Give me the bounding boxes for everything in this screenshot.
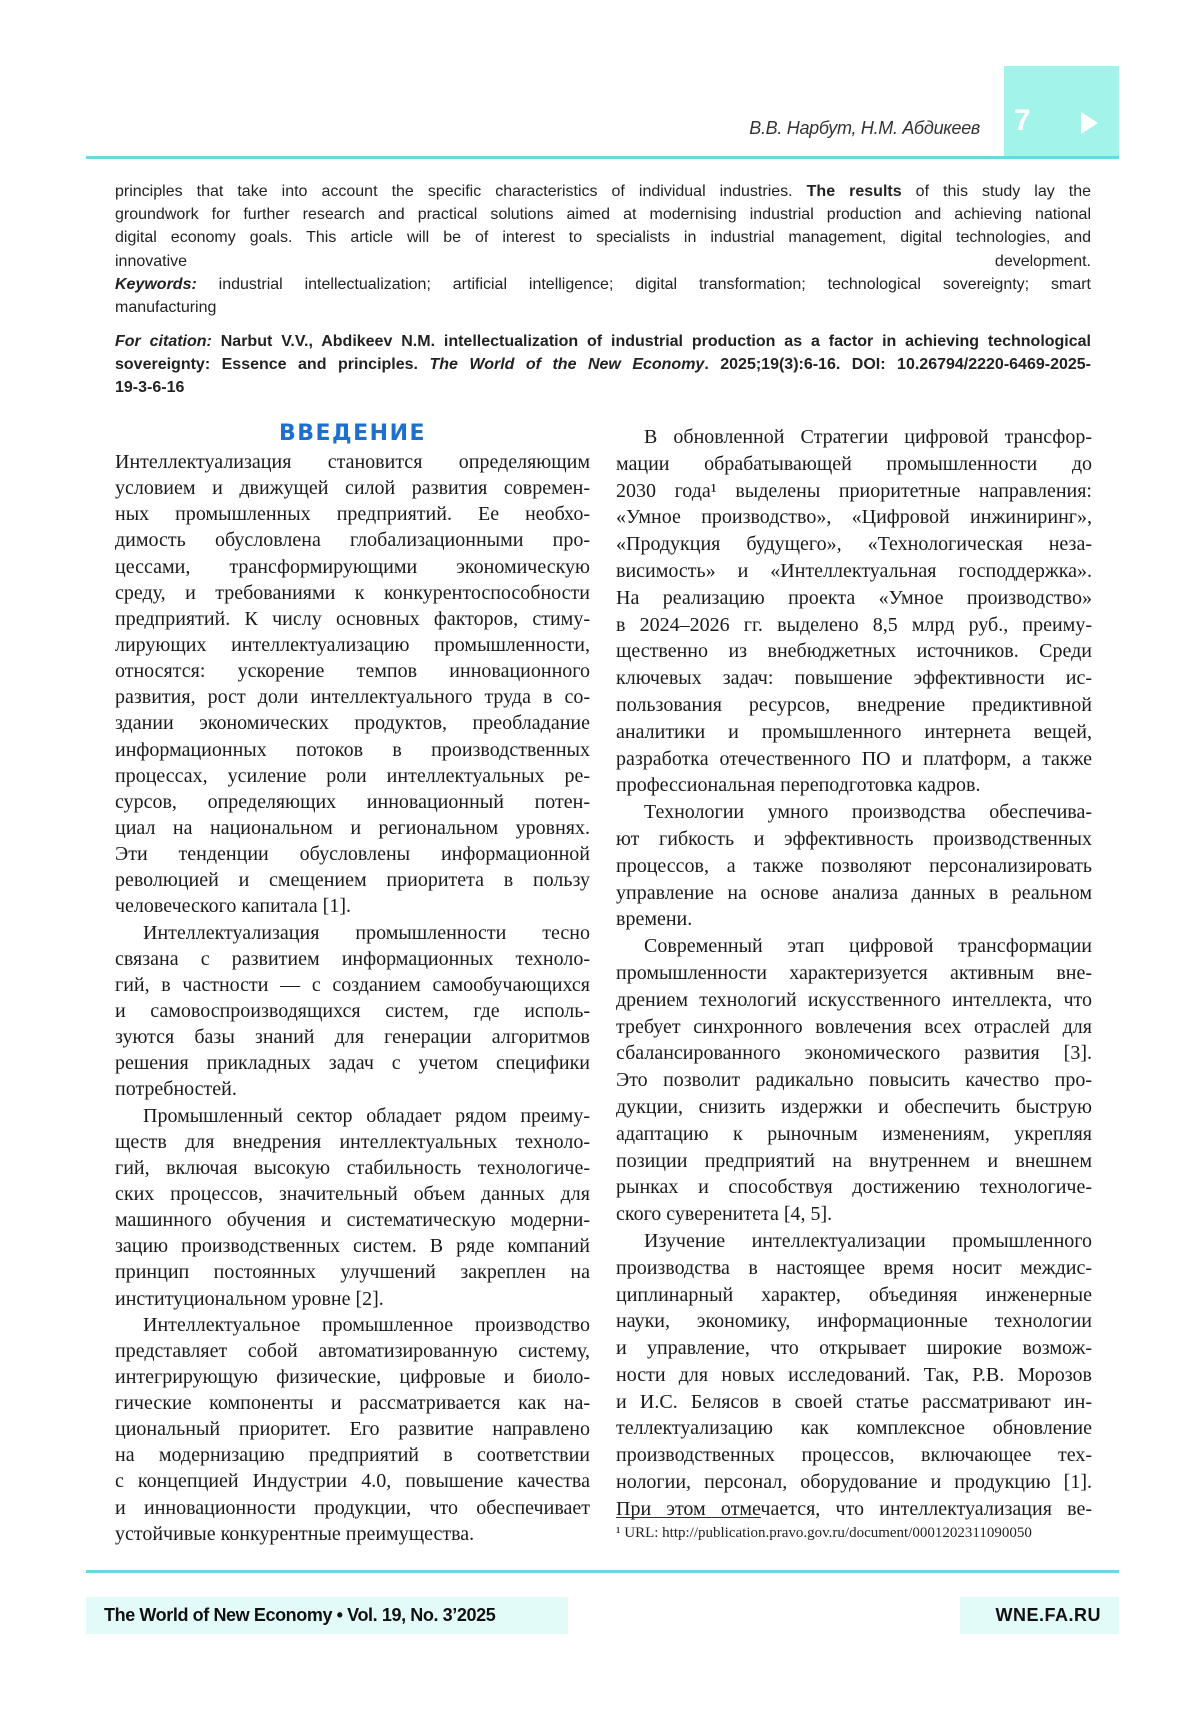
text-line: ных промышленных предприятий. Ее необхо- [115,501,590,527]
text-line: Это позволит радикально повысить качество про- [616,1067,1092,1094]
text-line: производства в настоящее время носит междис- [616,1255,1092,1282]
text-line: циал на национальном и региональном уровнях. [115,815,590,841]
text-line: относятся: ускорение темпов инновационного [115,658,590,684]
text-line: 2030 года¹ выделены приоритетные направления: [616,478,1092,505]
text-line: аналитики и промышленного интернета вещей, [616,719,1092,746]
text-line: гические компоненты и рассматривается как на- [115,1390,590,1416]
text-line [115,273,1091,296]
text-line: ключевых задач: повышение эффективности ис- [616,665,1092,692]
text-line: ществ для внедрения интеллектуальных техноло- [115,1129,590,1155]
text-span: The World of the New Economy [429,356,704,373]
paragraph [616,424,1092,799]
text-line: процессах, усиление роли интеллектуальных ре- [115,763,590,789]
text-line: нологии, персонал, оборудование и продукцию [1]. [616,1469,1092,1496]
footer-divider [86,1570,1119,1573]
text-line: принцип постоянных улучшений закреплен на [115,1259,590,1285]
text-line: Промышленный сектор обладает рядом преиму- [115,1103,590,1129]
text-line: ских процессов, значительный объем данных для [115,1181,590,1207]
running-header-authors: В.В. Нарбут, Н.М. Абдикеев [749,118,980,139]
text-line: ности для новых исследований. Так, Р.В. Морозов [616,1362,1092,1389]
text-line: гий, включая высокую стабильность технологиче- [115,1155,590,1181]
paragraph [115,920,590,1103]
text-line: На реализацию проекта «Умное производство» [616,585,1092,612]
text-line: сурсов, определяющих инновационный потен- [115,789,590,815]
text-line: управление на основе анализа данных в реальном [616,880,1092,907]
text-line: устойчивые конкурентные преимущества. [115,1521,590,1547]
text-line: циональный приоритет. Его развитие направлено [115,1416,590,1442]
text-line: мации обрабатывающей промышленности до [616,451,1092,478]
page-number: 7 [1014,104,1031,138]
text-span: The results [807,183,902,200]
text-line: сбалансированного экономического развития [3]. [616,1040,1092,1067]
text-line: адаптацию к рыночным изменениям, укрепляя [616,1121,1092,1148]
text-span: principles that take into account the specific characteristics of individual industries. [115,183,807,200]
text-line: висимость» и «Интеллектуальная господдержка». [616,558,1092,585]
paragraph [115,1103,590,1312]
text-line: в 2024–2026 гг. выделено 8,5 млрд руб., преиму- [616,612,1092,639]
text-line: «Продукция будущего», «Технологическая неза- [616,531,1092,558]
text-line: и самовоспроизводящихся систем, где исполь- [115,998,590,1024]
footnote: ¹ URL: http://publication.pravo.gov.ru/document/0001202311090050 [616,1525,1032,1542]
text-line: дрением технологий искусственного интеллекта, что [616,987,1092,1014]
text-line: связана с развитием информационных техноло- [115,946,590,972]
text-line [115,296,1091,319]
citation-block [115,330,1091,400]
text-line [115,180,1091,203]
text-line: дукции, снизить издержки и обеспечить быструю [616,1094,1092,1121]
text-line: развития, рост доли интеллектуального труда в со- [115,684,590,710]
paragraph [616,1228,1092,1523]
footer-journal: The World of New Economy • Vol. 19, No. 3’2025 [104,1605,495,1626]
text-line: теллектуализацию как комплексное обновление [616,1415,1092,1442]
text-line: Интеллектуальное промышленное производство [115,1312,590,1338]
text-line: рынках и способствуя достижению технологиче- [616,1174,1092,1201]
text-line: революцией и смещением приоритета в пользу [115,867,590,893]
abstract-text [115,180,1091,319]
text-span: of this study lay the [902,183,1091,200]
text-line: Эти тенденции обусловлены информационной [115,841,590,867]
text-line [115,226,1091,249]
paragraph [616,799,1092,933]
text-span: . 2025;19(3):6-16. DOI: 10.26794/2220-6469-2025- [704,356,1091,373]
text-line: ского суверенитета [4, 5]. [616,1201,1092,1228]
text-span: groundwork for further research and practical solutions aimed at modernising industrial production and achieving national [115,206,1091,223]
section-heading: ВВЕДЕНИЕ [115,421,590,446]
text-line: требует синхронного вовлечения всех отраслей для [616,1014,1092,1041]
text-line [115,330,1091,353]
text-line: науки, экономику, информационные технологии [616,1308,1092,1335]
text-line: гий, в частности — с созданием самообучающихся [115,972,590,998]
text-line: предприятий. К числу основных факторов, стиму- [115,606,590,632]
text-line: циплинарный характер, объединяя инженерные [616,1282,1092,1309]
footer-site-link[interactable]: WNE.FA.RU [996,1605,1102,1626]
text-line: разработка отечественного ПО и платформ, а также [616,746,1092,773]
text-line: зацию производственных систем. В ряде компаний [115,1233,590,1259]
text-span: Keywords: [115,276,197,293]
text-line: В обновленной Стратегии цифровой трансфор- [616,424,1092,451]
text-line: промышленности характеризуется активным вне- [616,960,1092,987]
text-line: ют гибкость и эффективность производственных [616,826,1092,853]
text-line: условием и движущей силой развития современ- [115,475,590,501]
text-line: здании экономических продуктов, преобладание [115,710,590,736]
footer-journal-box [86,1597,568,1634]
text-line: процессов, а также позволяют персонализировать [616,853,1092,880]
text-line: и И.С. Белясов в своей статье рассматривают ин- [616,1389,1092,1416]
text-line: профессиональная переподготовка кадров. [616,772,1092,799]
text-line: машинного обучения и систематическую модерни- [115,1207,590,1233]
text-span: For citation: [115,333,212,350]
text-span: sovereignty: Essence and principles. [115,356,429,373]
text-line: информационных потоков в производственных [115,737,590,763]
text-line [115,203,1091,226]
footer-site-box [960,1597,1119,1634]
text-line: Интеллектуализация становится определяющим [115,449,590,475]
text-line: Современный этап цифровой трансформации [616,933,1092,960]
text-line: с концепцией Индустрии 4.0, повышение качества [115,1468,590,1494]
right-column [616,424,1092,1523]
text-line: Технологии умного производства обеспечива- [616,799,1092,826]
text-line [115,250,1091,273]
footnote-divider [616,1517,761,1518]
text-line: потребностей. [115,1076,590,1102]
text-line: времени. [616,906,1092,933]
text-line: интегрирующую физические, цифровые и биоло- [115,1364,590,1390]
text-line: лирующих интеллектуализацию промышленности, [115,632,590,658]
paragraph [616,933,1092,1228]
paragraph [115,1312,590,1547]
left-column [115,449,590,1547]
text-line: димость обусловлена глобализационными про- [115,527,590,553]
text-span: manufacturing [115,299,216,316]
text-span: Narbut V.V., Abdikeev N.M. intellectualization of industrial production as a factor in achieving technological [212,333,1091,350]
text-line: человеческого капитала [1]. [115,893,590,919]
text-line: производственных процессов, включающее тех- [616,1442,1092,1469]
text-line [115,376,1091,399]
text-span: innovative development. [115,253,1091,270]
text-line: представляет собой автоматизированную систему, [115,1338,590,1364]
header-divider [86,156,1119,159]
text-line: щественно из внебюджетных источников. Среди [616,638,1092,665]
text-line: решения прикладных задач с учетом специфики [115,1050,590,1076]
paragraph [115,449,590,920]
text-span: digital economy goals. This article will be of interest to specialists in industrial management, digital technologies, and [115,229,1091,246]
text-line: пользования ресурсов, внедрение предиктивной [616,692,1092,719]
text-line: и инновационности продукции, что обеспечивает [115,1495,590,1521]
text-line: При этом отмечается, что интеллектуализация ве- [616,1496,1092,1523]
text-line: «Умное производство», «Цифровой инжиниринг», [616,504,1092,531]
text-span: industrial intellectualization; artificial intelligence; digital transformation; technological sovereignty; smart [197,276,1091,293]
text-line: цессами, трансформирующими экономическую [115,554,590,580]
text-line: на модернизацию предприятий в соответствии [115,1442,590,1468]
text-line [115,353,1091,376]
text-line: Изучение интеллектуализации промышленного [616,1228,1092,1255]
text-line: среду, и требованиями к конкурентоспособности [115,580,590,606]
text-line: Интеллектуализация промышленности тесно [115,920,590,946]
text-line: позиции предприятий на внутреннем и внешнем [616,1148,1092,1175]
text-span: 19-3-6-16 [115,379,184,396]
text-line: институциональном уровне [2]. [115,1286,590,1312]
text-line: и управление, что открывает широкие возмож- [616,1335,1092,1362]
next-page-arrow-icon [1081,112,1098,134]
text-line: зуются базы знаний для генерации алгоритмов [115,1024,590,1050]
